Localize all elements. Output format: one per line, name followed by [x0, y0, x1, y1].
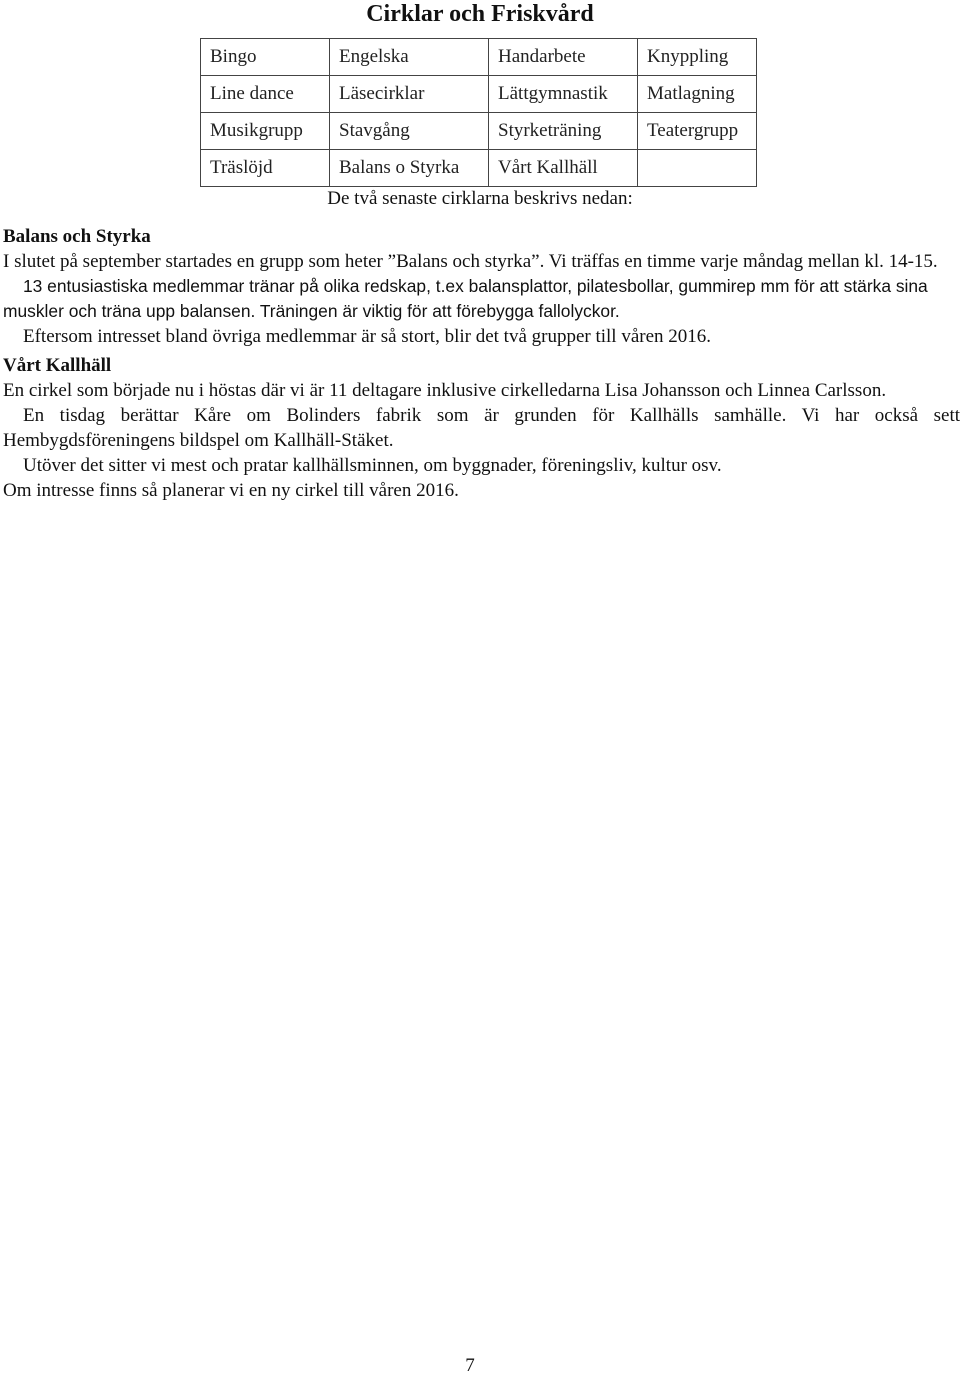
paragraph: Om intresse finns så planerar vi en ny cirkel till våren 2016.	[3, 480, 459, 501]
table-cell: Engelska	[330, 39, 489, 76]
table-cell: Vårt Kallhäll	[489, 150, 638, 187]
table-cell: Läsecirklar	[330, 76, 489, 113]
paragraph: 13 entusiastiska medlemmar tränar på olika redskap, t.ex balansplattor, pilatesbollar, gummirep mm för att stärka sina muskler och träna upp balansen. Träningen är viktig för att förebygga fallolyckor.	[3, 276, 928, 321]
table-cell: Balans o Styrka	[330, 150, 489, 187]
table-cell: Line dance	[201, 76, 330, 113]
table-row	[201, 113, 757, 150]
courses-table	[200, 38, 757, 187]
table-cell: Musikgrupp	[201, 113, 330, 150]
section-heading-balans: Balans och Styrka	[3, 226, 151, 247]
section-heading-kallhall: Vårt Kallhäll	[3, 355, 112, 376]
table-cell: Bingo	[201, 39, 330, 76]
paragraph: Eftersom intresset bland övriga medlemmar är så stort, blir det två grupper till våren 2016.	[23, 326, 712, 347]
paragraph: En cirkel som började nu i höstas där vi är 11 deltagare inklusive cirkelledarna Lisa Johansson och Linnea Carlsson.	[3, 380, 887, 401]
table-cell: Knyppling	[638, 39, 757, 76]
table-cell: Lättgymnastik	[489, 76, 638, 113]
paragraph: I slutet på september startades en grupp som heter ”Balans och styrka”. Vi träffas en timme varje måndag mellan kl. 14-15.	[3, 251, 938, 272]
page-title: Cirklar och Friskvård	[366, 1, 594, 27]
paragraph: Utöver det sitter vi mest och pratar kallhällsminnen, om byggnader, föreningsliv, kultur osv.	[23, 455, 722, 476]
table-row	[201, 76, 757, 113]
article-body	[3, 224, 960, 503]
page-number: 7	[465, 1355, 475, 1376]
table-cell: Matlagning	[638, 76, 757, 113]
table-row	[201, 150, 757, 187]
table-cell: Styrketräning	[489, 113, 638, 150]
table-cell: Stavgång	[330, 113, 489, 150]
table-cell	[638, 150, 757, 187]
table-cell: Handarbete	[489, 39, 638, 76]
table-cell: Teatergrupp	[638, 113, 757, 150]
paragraph: En tisdag berättar Kåre om Bolinders fabrik som är grunden för Kallhälls samhälle. Vi har också sett Hembygdsföreningens bildspel om Kallhäll-Stäket.	[3, 405, 960, 451]
table-cell: Träslöjd	[201, 150, 330, 187]
table-caption: De två senaste cirklarna beskrivs nedan:	[327, 188, 633, 209]
table-row	[201, 39, 757, 76]
